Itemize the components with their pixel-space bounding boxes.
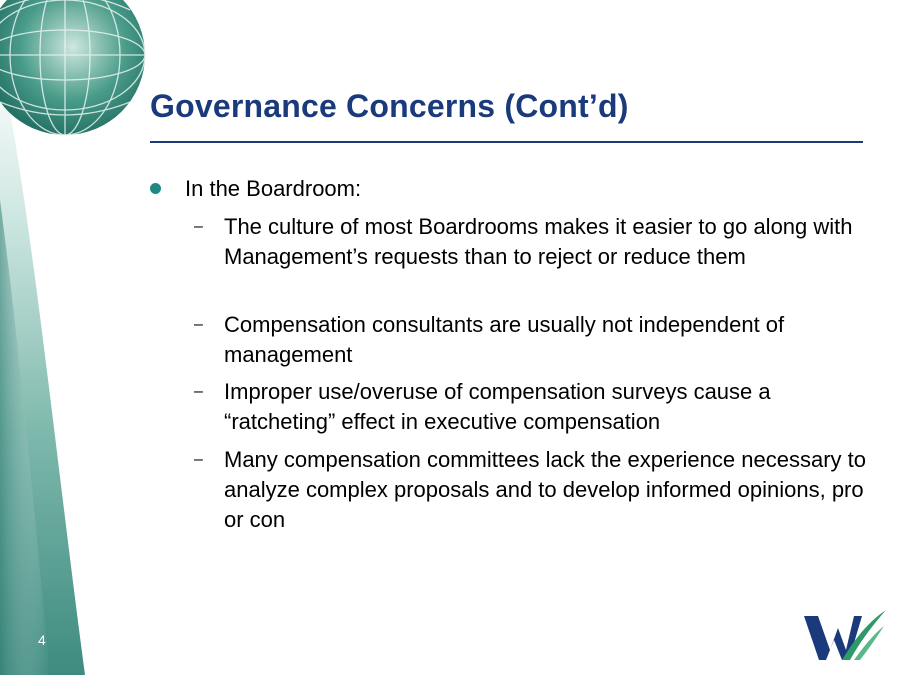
dash-marker: – bbox=[194, 218, 203, 235]
dash-marker: – bbox=[194, 316, 203, 333]
sub-bullet-text: The culture of most Boardrooms makes it easier to go along with Management’s requests than to reject or reduce them bbox=[224, 214, 853, 269]
company-logo bbox=[802, 606, 886, 662]
slide-title: Governance Concerns (Cont’d) bbox=[150, 88, 629, 124]
title-underline bbox=[150, 141, 863, 143]
sub-bullet-text: Many compensation committees lack the experience necessary to analyze complex proposals and to develop informed opinions, pro or con bbox=[224, 447, 866, 532]
circle-bullet-icon bbox=[150, 183, 161, 194]
bullet-text: In the Boardroom: bbox=[185, 176, 362, 201]
dash-marker: – bbox=[194, 451, 203, 468]
sub-bullet-text: Improper use/overuse of compensation surveys cause a “ratcheting” effect in executive compensation bbox=[224, 379, 771, 434]
page-number: 4 bbox=[38, 632, 46, 648]
globe-icon bbox=[0, 0, 150, 140]
dash-marker: – bbox=[194, 383, 203, 400]
sub-bullet-text: Compensation consultants are usually not independent of management bbox=[224, 312, 785, 367]
